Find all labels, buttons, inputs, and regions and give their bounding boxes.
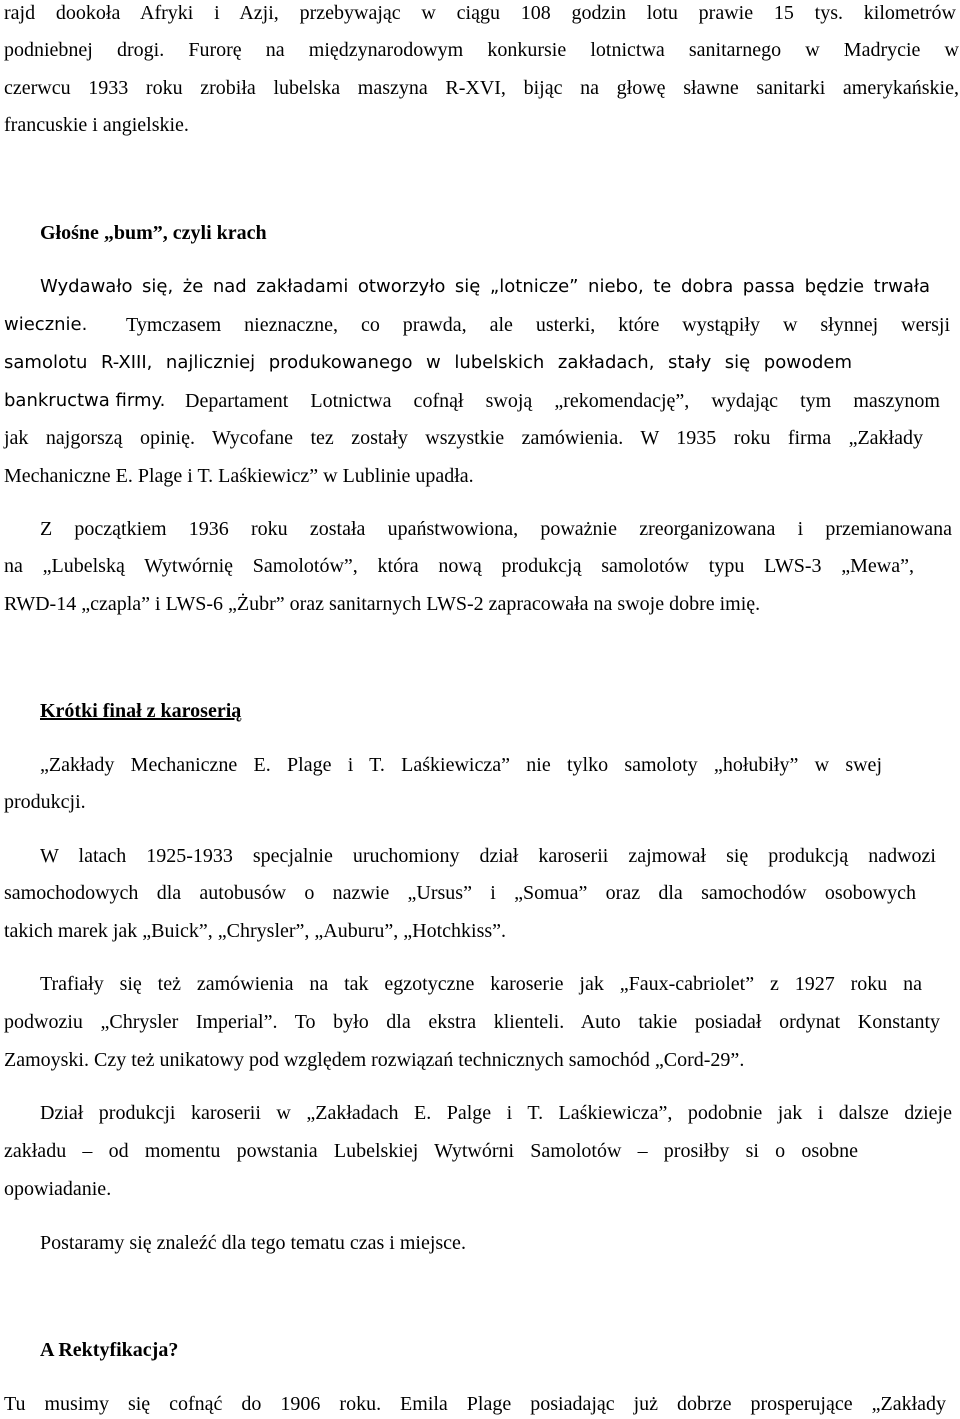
text-line: Zamoyski. Czy też unikatowy pod względem rozwiązań technicznych samochód „Cord-29”. <box>4 1049 745 1071</box>
text-line: zakładu – od momentu powstania Lubelskiej Wytwórni Samolotów – prosiłby si o osobne <box>4 1140 858 1162</box>
text-line: samochodowych dla autobusów o nazwie „Ursus” i „Somua” oraz dla samochodów osobowych <box>4 882 916 904</box>
text-line: opowiadanie. <box>4 1178 112 1200</box>
text-line: Tu musimy się cofnąć do 1906 roku. Emila Plage posiadając już dobrze prosperujące „Zakłady <box>4 1393 946 1415</box>
text-line: wiecznie. <box>4 314 88 335</box>
text-line: Postaramy się znaleźć dla tego tematu czas i miejsce. <box>40 1232 466 1254</box>
section-heading-crash: Głośne „bum”, czyli krach <box>40 222 267 244</box>
text-line: samolotu R-XIII, najliczniej produkowanego w lubelskich zakładach, stały się powodem <box>4 352 852 373</box>
text-line: bankructwa firmy. <box>4 390 166 411</box>
text-line: czerwcu 1933 roku zrobiła lubelska maszyna R-XVI, bijąc na głowę sławne sanitarki amerykańskie, <box>4 77 959 99</box>
text-line: podwoziu „Chrysler Imperial”. To było dla ekstra klienteli. Auto takie posiadał ordynat Konstanty <box>4 1011 940 1033</box>
section-heading-bodywork: Krótki finał z karoserią <box>40 700 242 722</box>
text-line: Trafiały się też zamówienia na tak egzotyczne karoserie jak „Faux-cabriolet” z 1927 roku na <box>40 973 922 995</box>
text-line: Mechaniczne E. Plage i T. Laśkiewicz” w Lublinie upadła. <box>4 465 474 487</box>
section-heading-rectification: A Rektyfikacja? <box>40 1339 179 1361</box>
text-line: Departament Lotnictwa cofnął swoją „rekomendację”, wydając tym maszynom <box>185 390 940 412</box>
text-line: produkcji. <box>4 791 86 813</box>
text-line: Tymczasem nieznaczne, co prawda, ale usterki, które wystąpiły w słynnej wersji <box>126 314 950 336</box>
text-line: francuskie i angielskie. <box>4 114 189 136</box>
text-line: jak najgorszą opinię. Wycofane tez zostały wszystkie zamówienia. W 1935 roku firma „Zakłady <box>4 427 923 449</box>
text-line: na „Lubelską Wytwórnię Samolotów”, która nową produkcją samolotów typu LWS-3 „Mewa”, <box>4 555 914 577</box>
text-line: „Zakłady Mechaniczne E. Plage i T. Laśkiewicza” nie tylko samoloty „hołubiły” w swej <box>40 754 882 776</box>
text-line: takich marek jak „Buick”, „Chrysler”, „Auburu”, „Hotchkiss”. <box>4 920 507 942</box>
text-line: podniebnej drogi. Furorę na międzynarodowym konkursie lotnictwa sanitarnego w Madrycie w <box>4 39 959 61</box>
text-line: Dział produkcji karoserii w „Zakładach E. Palge i T. Laśkiewicza”, podobnie jak i dalsze dzieje <box>40 1102 952 1124</box>
text-line: Z początkiem 1936 roku została upaństwowiona, poważnie zreorganizowana i przemianowana <box>40 518 952 540</box>
text-line: Wydawało się, że nad zakładami otworzyło się „lotnicze” niebo, te dobra passa będzie trwała <box>40 276 930 297</box>
text-line: W latach 1925-1933 specjalnie uruchomiony dział karoserii zajmował się produkcją nadwozi <box>40 845 936 867</box>
text-line: RWD-14 „czapla” i LWS-6 „Żubr” oraz sanitarnych LWS-2 zapracowała na swoje dobre imię. <box>4 593 761 615</box>
text-line: rajd dookoła Afryki i Azji, przebywając w ciągu 108 godzin lotu prawie 15 tys. kilometrów <box>4 2 956 24</box>
